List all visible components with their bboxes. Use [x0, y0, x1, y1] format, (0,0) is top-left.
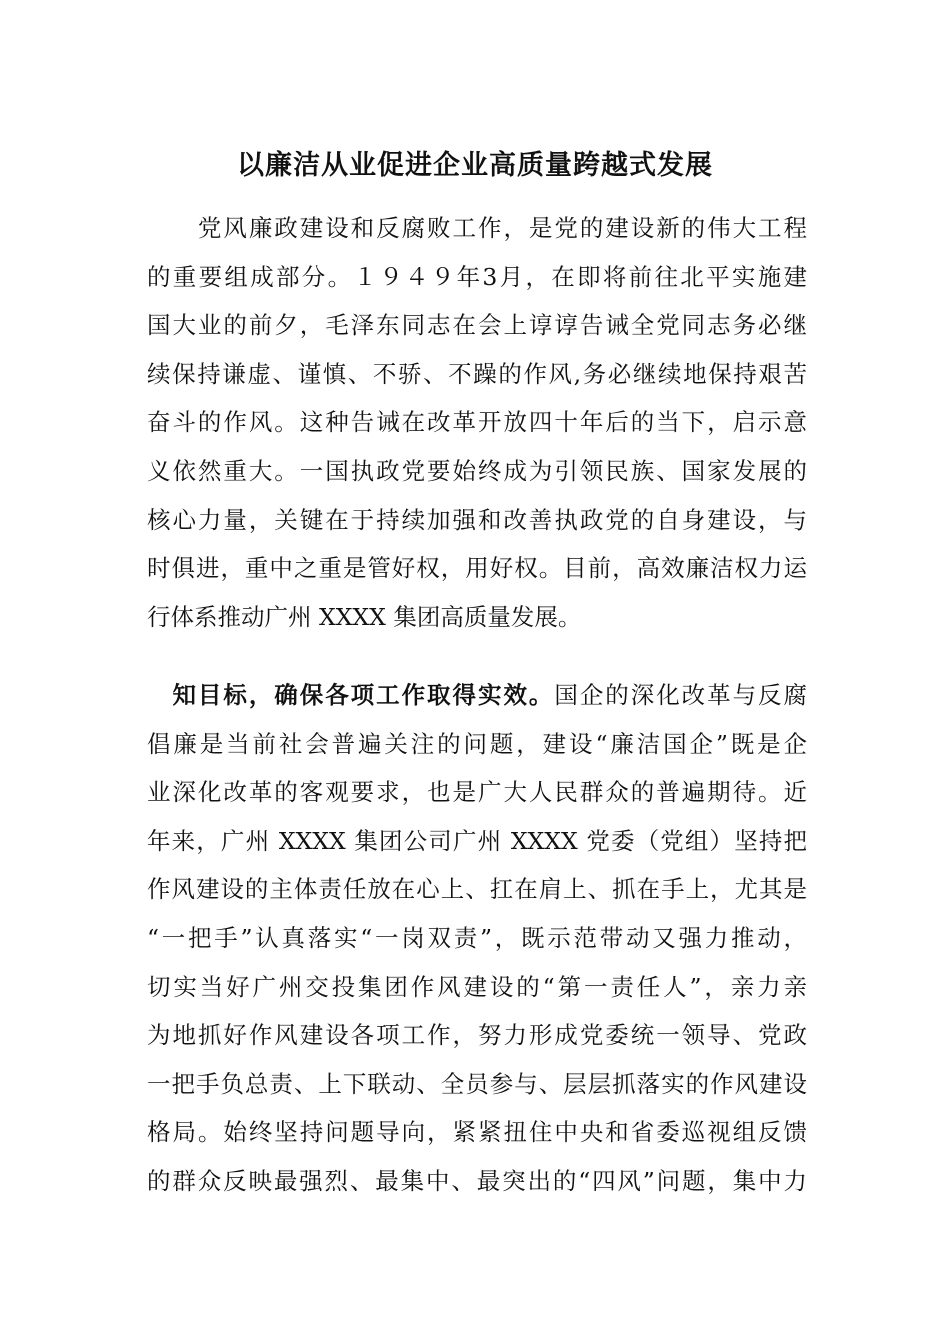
paragraph-first-line [147, 671, 807, 720]
paragraph-line: 格局。始终坚持问题导向，紧紧扭住中央和省委巡视组反馈 [147, 1118, 807, 1147]
first-line-rest: 国企的深化改革与反腐 [554, 681, 807, 709]
paragraph-line: 奋斗的作风。这种告诫在改革开放四十年后的当下，启示意 [147, 408, 807, 437]
paragraph-line: 时俱进，重中之重是管好权，用好权。目前，高效廉洁权力运 [147, 554, 807, 583]
paragraph-line: 行体系推动广州 XXXX 集团高质量发展。 [147, 602, 582, 631]
paragraph-line: 国大业的前夕，毛泽东同志在会上谆谆告诫全党同志务必继 [147, 311, 807, 340]
paragraph-line: 续保持谦虚、谨慎、不骄、不躁的作风,务必继续地保持艰苦 [147, 359, 807, 388]
paragraph-line: 的重要组成部分。１９４９年3月，在即将前往北平实施建 [147, 262, 807, 291]
paragraph-line: 为地抓好作风建设各项工作，努力形成党委统一领导、党政 [147, 1021, 807, 1050]
paragraph-goals [147, 671, 807, 1206]
paragraph-line: 倡廉是当前社会普遍关注的问题，建设“廉洁国企”既是企 [147, 729, 807, 758]
bold-lead-heading: 知目标，确保各项工作取得实效。 [147, 681, 555, 709]
paragraph-line: 的群众反映最强烈、最集中、最突出的“四风”问题，集中力 [147, 1166, 807, 1195]
document-title: 以廉洁从业促进企业高质量跨越式发展 [237, 150, 713, 182]
paragraph-line: 义依然重大。一国执政党要始终成为引领民族、国家发展的 [147, 456, 807, 485]
paragraph-line: 一把手负总责、上下联动、全员参与、层层抓落实的作风建设 [147, 1069, 807, 1098]
paragraph-line: 党风廉政建设和反腐败工作，是党的建设新的伟大工程 [147, 214, 807, 242]
paragraph-line: 核心力量，关键在于持续加强和改善执政党的自身建设，与 [147, 505, 807, 534]
paragraph-line: 年来，广州 XXXX 集团公司广州 XXXX 党委（党组）坚持把 [147, 826, 807, 855]
paragraph-line: 切实当好广州交投集团作风建设的“第一责任人”，亲力亲 [147, 972, 807, 1001]
paragraph-intro [147, 204, 807, 641]
paragraph-line: 业深化改革的客观要求，也是广大人民群众的普遍期待。近 [147, 778, 807, 807]
paragraph-line: 作风建设的主体责任放在心上、扛在肩上、抓在手上，尤其是 [147, 875, 807, 904]
paragraph-line: “一把手”认真落实“一岗双责”，既示范带动又强力推动， [147, 923, 807, 952]
